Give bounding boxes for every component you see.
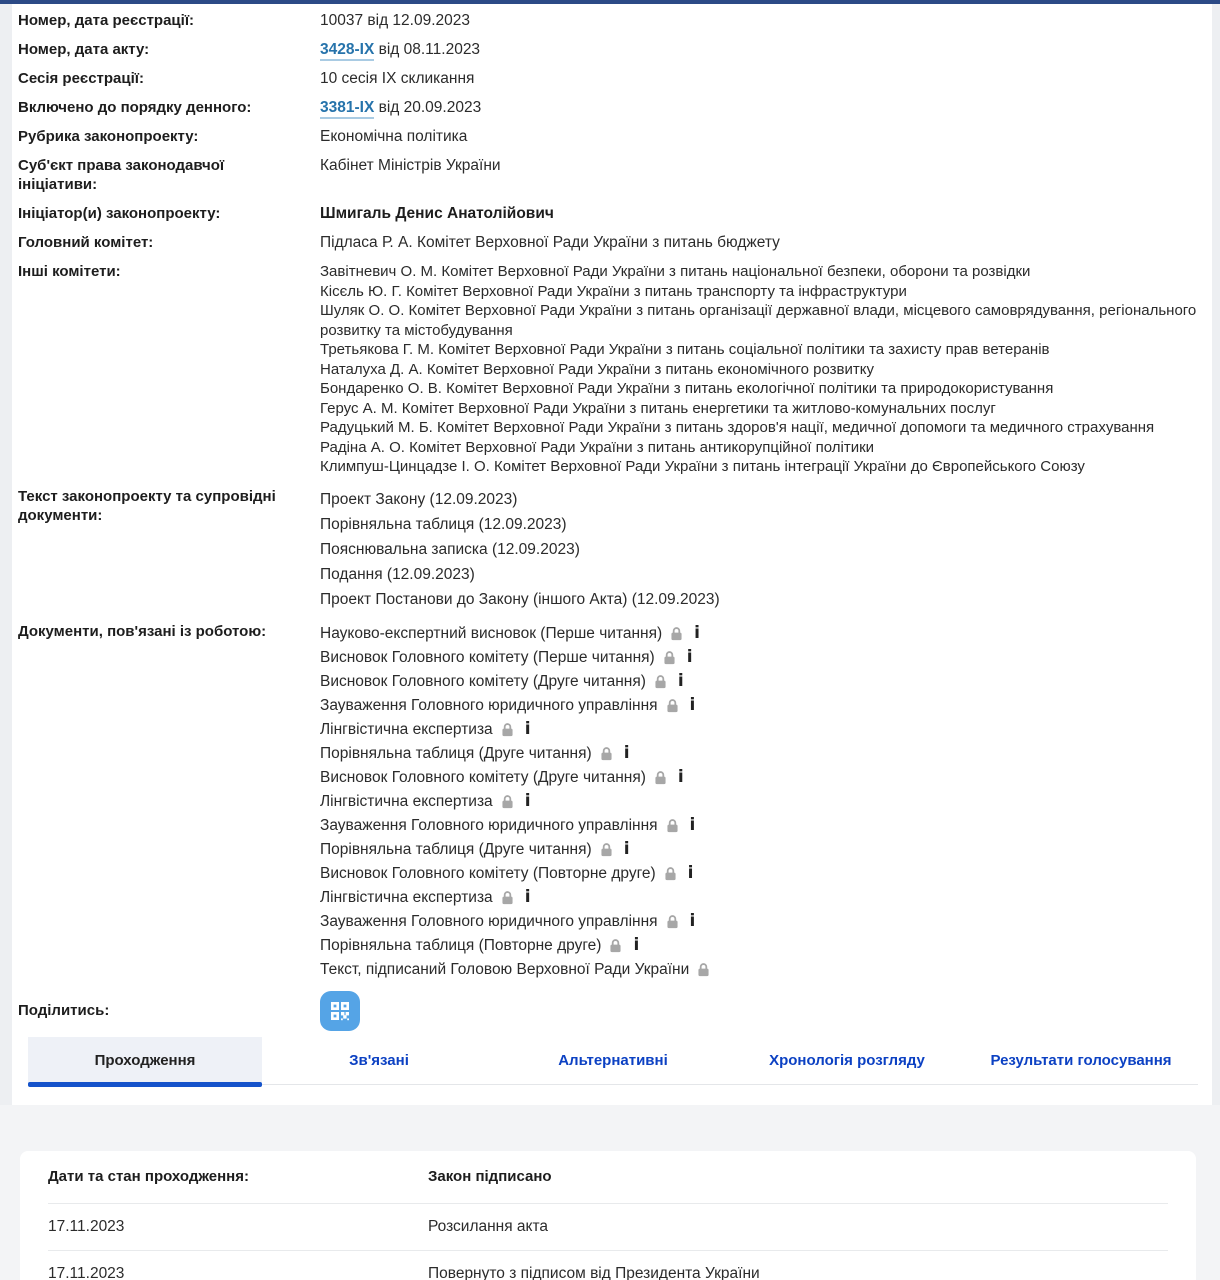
related-document-title: Порівняльна таблиця (Друге читання) [320, 841, 592, 858]
info-icon[interactable] [690, 816, 696, 835]
related-document-item [320, 622, 1202, 646]
info-icon[interactable] [690, 912, 696, 931]
lock-icon [665, 914, 680, 929]
lock-icon [696, 962, 711, 977]
field-label: Суб'єкт права законодавчої ініціативи: [18, 157, 225, 193]
share-label: Поділитись: [18, 1002, 110, 1019]
info-row-registration [18, 6, 1202, 35]
progress-date: 17.11.2023 [48, 1264, 125, 1280]
progress-section [0, 1105, 1220, 1280]
progress-header-dates: Дати та стан проходження: [48, 1168, 249, 1185]
info-icon[interactable] [694, 624, 700, 643]
related-document-item [320, 694, 1202, 718]
field-label: Документи, пов'язані із роботою: [18, 622, 267, 640]
agenda-number-link[interactable]: 3381-IX [320, 99, 374, 119]
info-icon[interactable] [624, 840, 630, 859]
info-icon[interactable] [688, 864, 694, 883]
lock-icon [653, 674, 668, 689]
field-value: Кабінет Міністрів України [320, 157, 501, 174]
committee-item: Кісєль Ю. Г. Комітет Верховної Ради України з питань транспорту та інфраструктури [320, 282, 907, 300]
info-icon[interactable] [687, 648, 693, 667]
lock-icon [663, 866, 678, 881]
field-value: 10 сесія IX скликання [320, 70, 475, 87]
field-label: Інші комітети: [18, 263, 121, 280]
info-row-other-committees [18, 257, 1202, 482]
related-document-title: Висновок Головного комітету (Друге читання) [320, 673, 646, 690]
info-icon[interactable] [525, 720, 531, 739]
related-document-item [320, 766, 1202, 790]
info-icon[interactable] [690, 696, 696, 715]
related-document-title: Порівняльна таблиця (Друге читання) [320, 745, 592, 762]
related-document-item [320, 958, 1202, 982]
bill-document-item[interactable]: Подання (12.09.2023) [320, 565, 475, 583]
tab-zviazani[interactable]: Зв'язані [349, 1051, 409, 1069]
field-label: Головний комітет: [18, 234, 154, 251]
related-document-title: Науково-експертний висновок (Перше читання) [320, 625, 663, 642]
committee-item: Шуляк О. О. Комітет Верховної Ради України з питань організації державної влади, місцевого самоврядування, регіонального розвитку та містобудування [320, 302, 1197, 339]
related-document-title: Висновок Головного комітету (Перше читання) [320, 649, 655, 666]
progress-status: Повернуто з підписом від Президента України [428, 1264, 760, 1280]
field-value [320, 40, 1202, 59]
share-row [18, 987, 1202, 1037]
progress-header-row [48, 1151, 1168, 1203]
info-row-initiator [18, 199, 1202, 228]
progress-row [48, 1203, 1168, 1250]
lock-icon [500, 794, 515, 809]
related-document-item [320, 934, 1202, 958]
tab-alternatyvni[interactable]: Альтернативні [558, 1051, 668, 1069]
field-value: Економічна політика [320, 128, 468, 145]
field-label: Номер, дата реєстрації: [18, 12, 195, 29]
bill-document-item[interactable]: Проект Закону (12.09.2023) [320, 490, 518, 508]
info-row-session [18, 64, 1202, 93]
bill-document-item[interactable]: Проект Постанови до Закону (іншого Акта) (12.09.2023) [320, 590, 720, 608]
field-value [320, 98, 1202, 117]
related-document-title: Порівняльна таблиця (Повторне друге) [320, 937, 602, 954]
act-number-link[interactable]: 3428-IX [320, 41, 374, 61]
info-row-main-committee [18, 228, 1202, 257]
field-label: Ініціатор(и) законопроекту: [18, 205, 221, 222]
lock-icon [653, 770, 668, 785]
bill-document-item[interactable]: Пояснювальна записка (12.09.2023) [320, 540, 580, 558]
progress-card [20, 1151, 1196, 1280]
related-document-item [320, 742, 1202, 766]
committee-item: Герус А. М. Комітет Верховної Ради України з питань енергетики та житлово-комунальних послуг [320, 399, 996, 417]
committee-item: Радіна А. О. Комітет Верховної Ради України з питань антикорупційної політики [320, 438, 875, 456]
related-document-item [320, 670, 1202, 694]
act-date-text: від 08.11.2023 [374, 41, 481, 58]
info-row-rubric [18, 122, 1202, 151]
related-document-item [320, 790, 1202, 814]
related-document-title: Лінгвістична експертиза [320, 793, 493, 810]
related-document-item [320, 814, 1202, 838]
field-label: Включено до порядку денного: [18, 99, 252, 116]
progress-header-status: Закон підписано [428, 1168, 552, 1185]
info-row-agenda [18, 93, 1202, 122]
related-document-item [320, 646, 1202, 670]
bill-details-panel [12, 4, 1212, 1095]
committee-item: Третьякова Г. М. Комітет Верховної Ради України з питань соціальної політики та захисту прав ветеранів [320, 341, 1050, 358]
committee-item: Завітневич О. М. Комітет Верховної Ради України з питань національної безпеки, оборони та розвідки [320, 263, 1031, 280]
lock-icon [599, 842, 614, 857]
related-document-item [320, 910, 1202, 934]
info-row-act-number [18, 35, 1202, 64]
lock-icon [500, 722, 515, 737]
other-committees-list [320, 262, 1202, 477]
related-document-title: Зауваження Головного юридичного управління [320, 913, 658, 930]
bill-documents-list [320, 487, 1202, 612]
agenda-date-text: від 20.09.2023 [374, 99, 482, 116]
lock-icon [599, 746, 614, 761]
progress-date: 17.11.2023 [48, 1217, 125, 1235]
qr-share-button[interactable] [320, 991, 360, 1031]
tab-khronolohiia[interactable]: Хронологія розгляду [769, 1051, 925, 1069]
lock-icon [662, 650, 677, 665]
related-document-title: Лінгвістична експертиза [320, 721, 493, 738]
bill-document-item[interactable]: Порівняльна таблиця (12.09.2023) [320, 515, 567, 533]
spacer [12, 1095, 1212, 1105]
related-document-item [320, 718, 1202, 742]
lock-icon [669, 626, 684, 641]
related-document-title: Зауваження Головного юридичного управління [320, 817, 658, 834]
lock-icon [500, 890, 515, 905]
lock-icon [665, 698, 680, 713]
info-icon[interactable] [624, 744, 630, 763]
info-row-initiative-subject [18, 151, 1202, 199]
lock-icon [665, 818, 680, 833]
committee-item: Наталуха Д. А. Комітет Верховної Ради України з питань економічного розвитку [320, 360, 874, 378]
related-document-item [320, 862, 1202, 886]
committee-item: Радуцький М. Б. Комітет Верховної Ради України з питань здоров'я нації, медичної допомоги та медичного страхування [320, 419, 1155, 436]
related-document-item [320, 838, 1202, 862]
info-icon[interactable] [678, 672, 684, 691]
field-value: Шмигаль Денис Анатолійович [320, 205, 554, 222]
tab-bar [28, 1037, 1198, 1085]
qr-code-icon [329, 1000, 351, 1022]
field-label: Текст законопроекту та супровідні документи: [18, 487, 276, 524]
progress-row [48, 1250, 1168, 1280]
field-label: Рубрика законопроекту: [18, 128, 199, 145]
info-row-related-documents [18, 617, 1202, 987]
related-document-title: Зауваження Головного юридичного управління [320, 697, 658, 714]
field-label: Номер, дата акту: [18, 41, 150, 58]
info-icon[interactable] [525, 888, 531, 907]
info-icon[interactable] [633, 936, 639, 955]
committee-item: Бондаренко О. В. Комітет Верховної Ради України з питань екологічної політики та природокористування [320, 380, 1054, 397]
lock-icon [608, 938, 623, 953]
info-icon[interactable] [678, 768, 684, 787]
progress-status: Розсилання акта [428, 1217, 549, 1235]
related-document-title: Висновок Головного комітету (Повторне друге) [320, 865, 656, 882]
tab-prohodzhennia[interactable]: Проходження [28, 1037, 262, 1084]
info-row-bill-documents [18, 482, 1202, 617]
related-documents-list [320, 622, 1202, 982]
field-label: Сесія реєстрації: [18, 70, 144, 87]
info-icon[interactable] [525, 792, 531, 811]
committee-item: Климпуш-Цинцадзе І. О. Комітет Верховної Ради України з питань інтеграції України до Європейського Союзу [320, 458, 1085, 475]
field-value: 10037 від 12.09.2023 [320, 12, 471, 29]
tab-rezultaty[interactable]: Результати голосування [990, 1051, 1172, 1069]
related-document-title: Текст, підписаний Головою Верховної Ради України [320, 961, 690, 978]
field-value: Підласа Р. А. Комітет Верховної Ради України з питань бюджету [320, 234, 780, 251]
related-document-title: Висновок Головного комітету (Друге читання) [320, 769, 646, 786]
related-document-item [320, 886, 1202, 910]
related-document-title: Лінгвістична експертиза [320, 889, 493, 906]
